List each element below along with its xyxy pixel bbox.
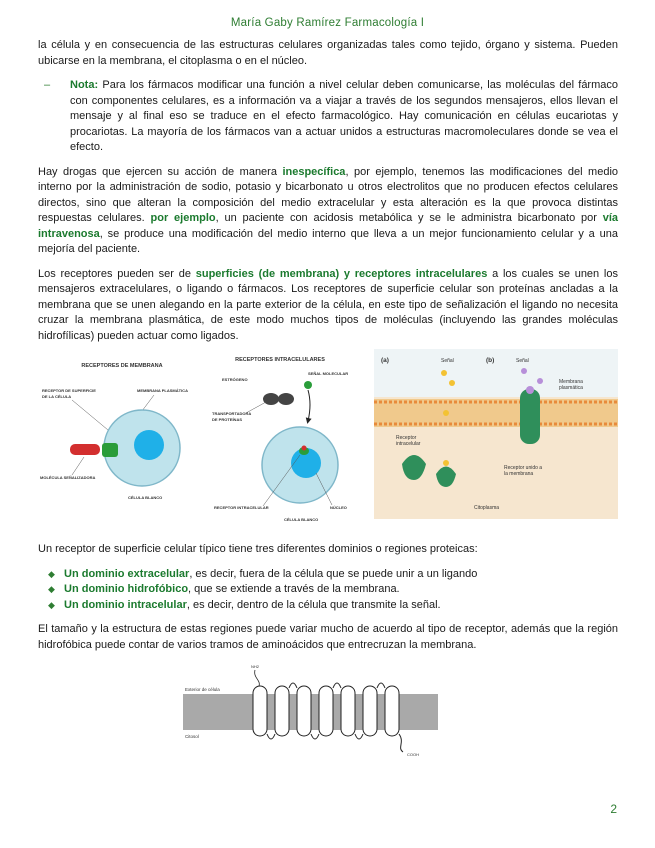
fig3-label-b: (b) — [486, 357, 495, 364]
fig4-n-terminal — [255, 670, 260, 686]
fig2-ligand — [304, 381, 312, 389]
page-header: María Gaby Ramírez Farmacología I — [230, 17, 425, 29]
fig4-helices — [253, 686, 399, 736]
paragraph-dominios: Un receptor de superficie celular típico tiene tres diferentes dominios o regiones proteicas: — [38, 543, 478, 555]
fig3-membrane-receptor — [520, 389, 540, 444]
fig2-title: RECEPTORES INTRACELULARES — [235, 357, 325, 363]
highlight-receptores: superficies (de membrana) y receptores intracelulares — [195, 267, 488, 280]
fig2-label-nucleo: NÚCLEO — [330, 505, 347, 510]
note-dash: – — [44, 79, 51, 91]
fig2-bound-ligand — [302, 446, 307, 451]
fig3-signal-dot — [449, 380, 455, 386]
paragraph-inespecifica — [38, 165, 618, 258]
fig2-carrier-1 — [263, 393, 279, 405]
list-item — [48, 598, 618, 614]
fig1-label-receptor-2: DE LA CÉLULA — [42, 394, 72, 399]
paragraph-tamano: El tamaño y la estructura de estas regiones puede variar mucho de acuerdo al tipo de receptor, además que la región hidrofóbica puede contar de varios tramos de aminoácidos que entrecruzan la membrana. — [38, 623, 618, 651]
fig1-receptor — [102, 443, 118, 457]
domain-text: , es decir, fuera de la célula que se puede unir a un ligando — [189, 567, 478, 580]
page-number: 2 — [610, 802, 617, 816]
text-run: Los receptores pueden ser de — [38, 267, 196, 280]
note-label: Nota: — [70, 79, 99, 91]
fig1-signal-molecule — [70, 444, 100, 455]
helix-6 — [363, 686, 377, 736]
fig3-label-senal-a: Señal — [441, 358, 454, 364]
page-content — [38, 38, 618, 762]
figure-signal-pathways — [374, 349, 618, 519]
fig3-label-citoplasma: Citoplasma — [474, 505, 500, 511]
fig2-label-celula: CÉLULA BLANCO — [284, 517, 319, 522]
fig3-label-a: (a) — [381, 357, 389, 364]
diamond-icon: ◆ — [48, 568, 55, 579]
figure-membrane-receptors — [32, 353, 212, 528]
fig1-label-receptor: RECEPTOR DE SUPERFICIE — [42, 388, 96, 393]
note-text: Para los fármacos modificar una función a nivel celular deben comunicarse, las moléculas del fármaco con componentes celulares, es a información va a viajar a través de los segundos mensajeros, ellos llevan el mensaje y al final eso se traduce en el efecto farmacológico. Hay comunicación en células eucariotas y procariotas. La mayoría de los fármacos van a actuar unidos a estructuras macromoleculares donde se vea el efecto. — [70, 79, 618, 153]
fig2-label-transportadora-2: DE PROTEÍNAS — [212, 417, 243, 422]
note-body — [70, 78, 618, 156]
helix-7 — [385, 686, 399, 736]
fig2-label-estrogeno: ESTRÓGENO — [222, 377, 248, 382]
highlight-inespecifica: inespecífica — [282, 165, 346, 178]
fig3-signal-dot — [537, 378, 543, 384]
fig3-signal-crossing — [443, 410, 449, 416]
fig3-ligand-bound — [443, 460, 449, 466]
helix-1 — [253, 686, 267, 736]
domain-text: , es decir, dentro de la célula que transmite la señal. — [186, 598, 441, 611]
domain-label: Un dominio hidrofóbico — [64, 583, 189, 595]
diamond-icon: ◆ — [48, 584, 55, 594]
note-block — [38, 78, 618, 156]
domain-label: Un dominio extracelular — [64, 567, 190, 580]
fig2-arrow — [308, 390, 310, 421]
fig2-carrier-2 — [278, 393, 294, 405]
helix-2 — [275, 686, 289, 736]
text-run: Hay drogas que ejercen su acción de manera — [38, 165, 283, 178]
fig4-label-citosol: Citosol — [185, 734, 199, 739]
fig3-bound-signal — [526, 386, 534, 394]
text-run: , se produce una modificación del medio interno que lleva a un mejor funcionamiento celular y a una mejoría del paciente. — [38, 227, 618, 255]
diamond-icon: ◆ — [48, 599, 55, 610]
list-item — [48, 582, 618, 598]
fig1-nucleus — [134, 430, 164, 460]
paragraph-receptores — [38, 267, 618, 345]
fig2-label-receptor: RECEPTOR INTRACELULAR — [214, 505, 269, 510]
highlight-via-intravenosa: vía intravenosa — [38, 212, 619, 240]
paragraph-intro: la célula y en consecuencia de las estructuras celulares organizadas tales como tejido, órgano y sistema. Pueden ubicarse en la membrana, el citoplasma o en el núcleo. — [38, 39, 618, 67]
fig4-label-exterior: Exterior de célula — [185, 687, 220, 692]
text-run: a los cuales se unen los mensajeros extracelulares, o ligando o fármacos. Los receptores de superficie celular son proteínas ancladas a la membrana que se unen alegando en la parte exterior de la célula, en este tipo de señalización el ligando no necesita cruzar la membrana plasmática, de este modo muchos tipos de moléculas (incluyendo las grandes moléculas hidrofílicas) pueden actuar como ligados. — [38, 267, 618, 342]
fig4-label-nh2: NH2 — [251, 664, 260, 669]
fig2-label-transportadora: TRANSPORTADORA — [212, 411, 252, 416]
domain-label: Un dominio intracelular — [64, 598, 187, 611]
fig3-label-membrana: Membrana — [559, 379, 583, 385]
text-run: , un paciente con acidosis metabólica y se le administra bicarbonato por — [215, 212, 603, 224]
domain-text: , que se extiende a través de la membrana. — [188, 583, 400, 595]
fig1-label-celula: CÉLULA BLANCO — [128, 495, 163, 500]
fig1-title: RECEPTORES DE MEMBRANA — [81, 363, 163, 369]
fig3-label-unido: Receptor unido a — [504, 465, 543, 471]
fig3-label-unido-2: la membrana — [504, 471, 534, 477]
helix-4 — [319, 686, 333, 736]
highlight-por-ejemplo: por ejemplo — [150, 212, 216, 224]
text-run: , por ejemplo, tenemos las modificaciones del medio interno por la administración de sodio, potasio y bicarbonato u otros electrolitos que no producen efectos celulares directos, sino que alteran la composición del medio extracelular y esta alteración es la que provoca distintas respuestas celulares. — [38, 165, 618, 224]
fig3-signal-dot — [441, 370, 447, 376]
fig3-label-receptor: Receptor — [396, 435, 417, 441]
fig2-label-senal: SEÑAL MOLECULAR — [308, 371, 349, 376]
figure-intracellular-receptors — [208, 349, 378, 529]
figure-transmembrane-receptor — [183, 662, 463, 762]
list-item — [48, 567, 618, 583]
fig3-label-membrana-2: plasmática — [559, 385, 583, 391]
fig1-label-molecula: MOLÉCULA SEÑALIZADORA — [40, 475, 96, 480]
fig3-signal-dot — [521, 368, 527, 374]
figure-row — [38, 353, 618, 528]
helix-5 — [341, 686, 355, 736]
fig4-label-cooh: COOH — [407, 752, 419, 757]
fig1-label-membrana: MEMBRANA PLASMÁTICA — [137, 388, 188, 393]
fig3-label-senal-b: Señal — [516, 358, 529, 364]
helix-3 — [297, 686, 311, 736]
fig3-label-receptor-2: intracelular — [396, 441, 421, 447]
domain-list — [38, 567, 618, 614]
